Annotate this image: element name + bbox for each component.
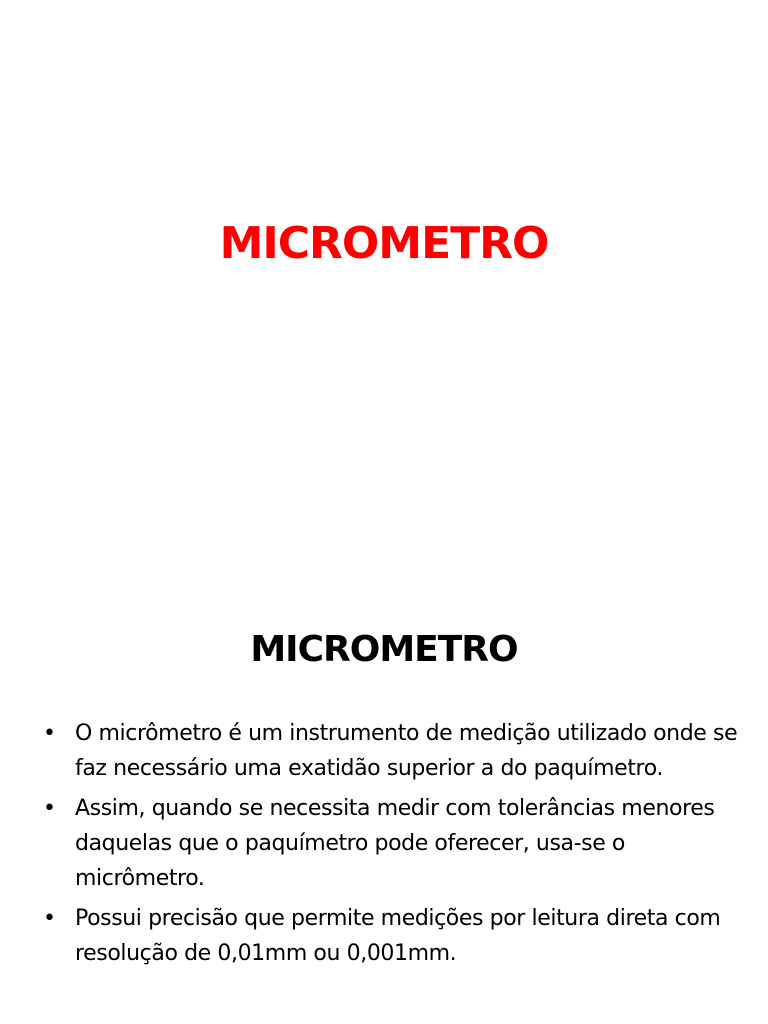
bullet-text: Possui precisão que permite medições por leitura direta com resolução de 0,01mm ou 0,001mm. <box>75 906 721 966</box>
bullet-list <box>40 716 755 976</box>
section-title: MICROMETRO <box>250 629 518 670</box>
bullet-item <box>40 901 755 971</box>
bullet-icon: • <box>43 906 56 931</box>
bullet-icon: • <box>43 721 56 746</box>
bullet-item <box>40 791 755 896</box>
bullet-text: Assim, quando se necessita medir com tolerâncias menores daquelas que o paquímetro pode oferecer, usa-se o micrômetro. <box>75 796 715 891</box>
bullet-icon: • <box>43 796 56 821</box>
bullet-item <box>40 716 755 786</box>
slide-title: MICROMETRO <box>219 218 549 269</box>
bullet-text: O micrômetro é um instrumento de medição utilizado onde se faz necessário uma exatidão superior a do paquímetro. <box>75 721 738 781</box>
